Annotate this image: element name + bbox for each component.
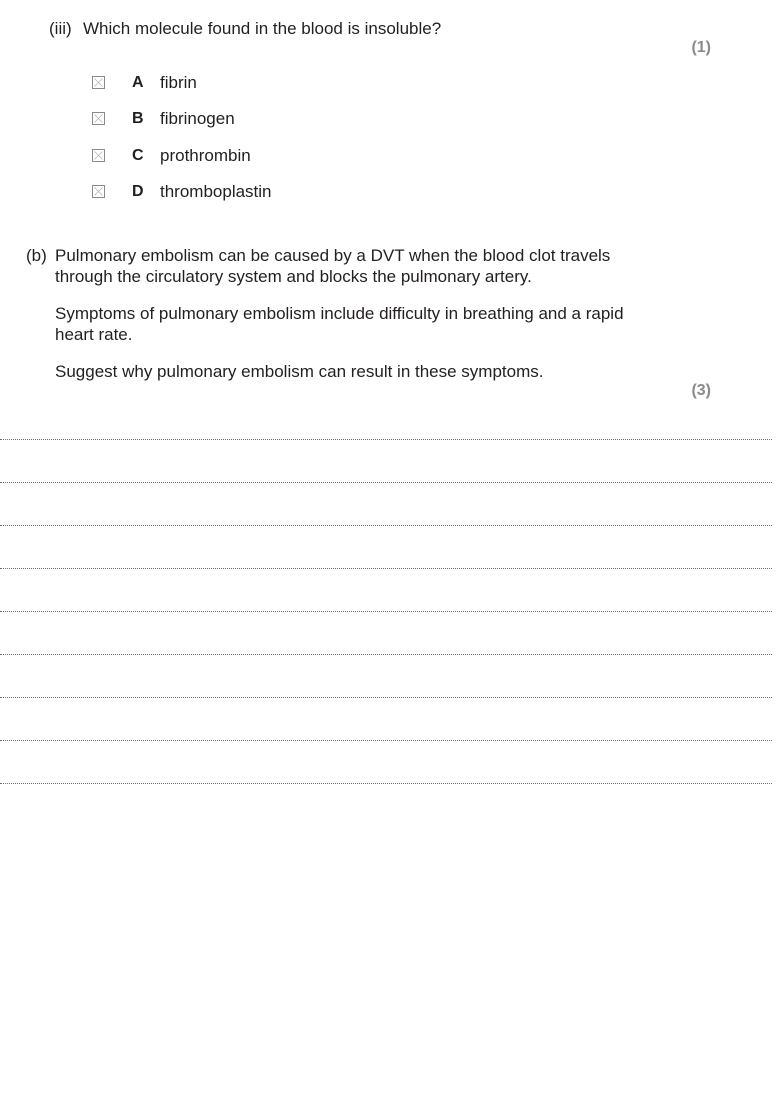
answer-line[interactable]: [0, 611, 772, 612]
option-d[interactable]: [92, 181, 352, 203]
option-b-letter: B: [132, 110, 144, 127]
question-iii-marks: (1): [691, 39, 711, 56]
answer-line[interactable]: [0, 783, 772, 784]
option-b-text: fibrinogen: [160, 109, 235, 128]
answer-line[interactable]: [0, 525, 772, 526]
crossed-box-icon: [93, 77, 104, 88]
question-b-paragraph2-line1: Symptoms of pulmonary embolism include difficulty in breathing and a rapid: [55, 304, 624, 323]
answer-line[interactable]: [0, 697, 772, 698]
option-d-checkbox[interactable]: [92, 185, 105, 198]
option-a[interactable]: [92, 72, 352, 94]
question-b-marks: (3): [691, 382, 711, 399]
option-c[interactable]: [92, 145, 352, 167]
option-c-letter: C: [132, 147, 144, 164]
answer-line[interactable]: [0, 740, 772, 741]
option-c-checkbox[interactable]: [92, 149, 105, 162]
question-b-paragraph1-line2: through the circulatory system and blocks the pulmonary artery.: [55, 267, 532, 286]
option-d-letter: D: [132, 183, 144, 200]
question-b-paragraph1-line1: Pulmonary embolism can be caused by a DVT when the blood clot travels: [55, 246, 611, 265]
crossed-box-icon: [93, 150, 104, 161]
answer-line[interactable]: [0, 439, 772, 440]
answer-line[interactable]: [0, 568, 772, 569]
question-b-number: (b): [26, 246, 47, 265]
option-a-checkbox[interactable]: [92, 76, 105, 89]
option-b[interactable]: [92, 108, 352, 130]
option-a-text: fibrin: [160, 73, 197, 92]
answer-line[interactable]: [0, 482, 772, 483]
option-d-text: thromboplastin: [160, 182, 272, 201]
question-iii-text: Which molecule found in the blood is insoluble?: [83, 19, 442, 38]
crossed-box-icon: [93, 113, 104, 124]
option-b-checkbox[interactable]: [92, 112, 105, 125]
answer-line[interactable]: [0, 654, 772, 655]
question-b-instruction: Suggest why pulmonary embolism can result in these symptoms.: [55, 362, 544, 381]
question-b-paragraph2-line2: heart rate.: [55, 325, 133, 344]
option-c-text: prothrombin: [160, 146, 251, 165]
question-iii-number: (iii): [49, 19, 72, 38]
option-a-letter: A: [132, 74, 144, 91]
crossed-box-icon: [93, 186, 104, 197]
